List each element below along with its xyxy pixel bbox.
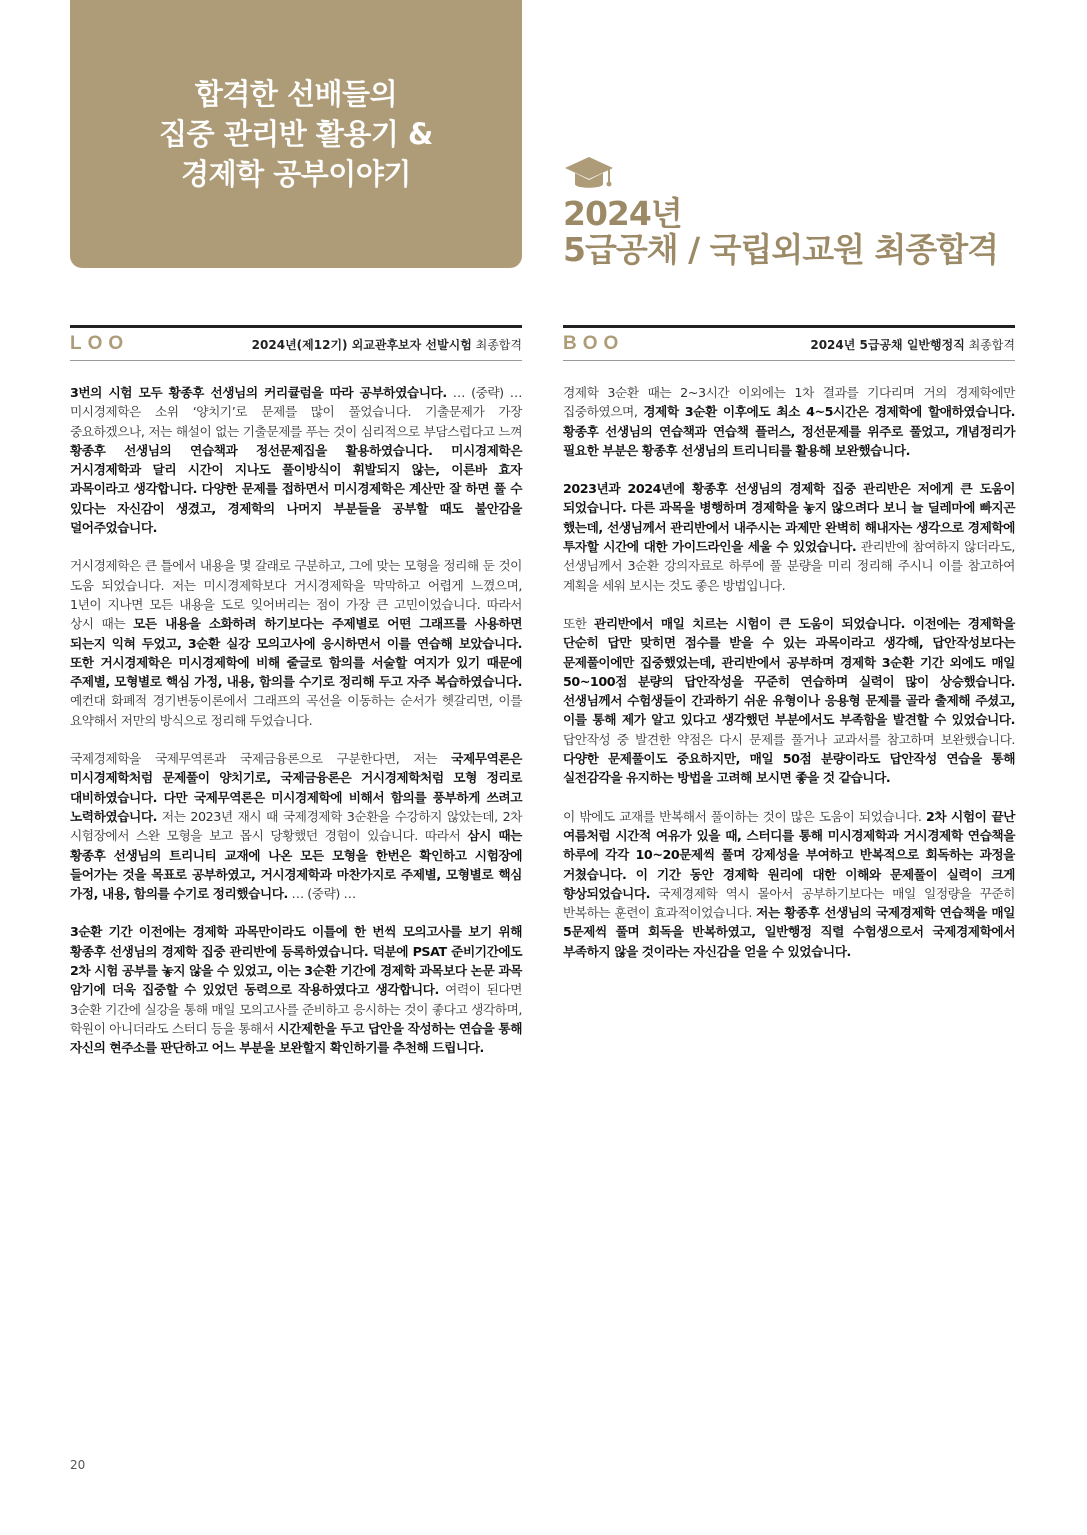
body-paragraph xyxy=(70,922,522,1057)
body-paragraph xyxy=(70,383,522,537)
emphasis-text: 경제학 3순환 이후에도 최소 4~5시간은 경제학에 할애하였습니다. 황종후 선생님의 연습책과 연습책 플러스, 정선문제를 위주로 풀었고, 개념정리가 필요한 부분은 황종후 선생님의 트리니티를 활용해 보완했습니다. xyxy=(563,404,1015,458)
emphasis-text: 모든 내용을 소화하려 하기보다는 주제별로 어떤 그래프를 사용하면 되는지 익혀 두었고, 3순환 실강 모의고사에 응시하면서 이를 연습해 보았습니다. 또한 거시경제학은 미시경제학에 비해 줄글로 함의를 서술할 여지가 있기 때문에 주제별, 모형별로 핵심 가정, 내용, 함의를 수기로 정리해 두고 자주 복습하였습니다. xyxy=(70,616,523,690)
exam-result xyxy=(252,336,522,353)
paragraph-gap xyxy=(70,537,522,556)
graduation-cap-icon xyxy=(564,155,614,193)
emphasis-text: 관리반에서 매일 치르는 시험이 큰 도움이 되었습니다. 이전에는 경제학을 단순히 답만 맞히면 점수를 받을 수 있는 과목이라고 생각해, 답안작성보다는 문제풀이에만 집중했었는데, 관리반에서 공부하며 경제학 3순환 기간 외에도 매일 50~100점 분량의 답안작성을 꾸준히 연습하며 실력이 많이 상승했습니다. 선생님께서 수험생들이 간과하기 쉬운 유형이나 응용형 문제를 골라 출제해 주셨고, 이를 통해 제가 알고 있다고 생각했던 부분에서도 부족함을 발견할 수 있었습니다. xyxy=(563,615,1015,728)
emphasis-text: 2023년과 2024년에 황종후 선생님의 경제학 집중 관리반은 저에게 큰 도움이 되었습니다. 다른 과목을 병행하며 경제학을 놓지 않으려다 보니 늘 딜레마에 빠지곤 했는데, 선생님께서 관리반에서 내주시는 과제만 완벽히 해내자는 생각으로 경제학에 투자할 시간에 대한 가이드라인을 세울 수 있었습니다. xyxy=(563,481,1015,555)
body-paragraph xyxy=(563,807,1015,961)
body-text: 거시경제학은 큰 틀에서 내용을 몇 갈래로 구분하고, 그에 맞는 모형을 정리해 둔 것이 도움 되었습니다. 저는 미시경제학보다 거시경제학을 막막하고 어렵게 느꼈으며, 1년이 지나면 모든 내용을 도로 잊어버리는 점이 가장 큰 고민이었습니다. 따라서 상시 때는 xyxy=(70,558,522,632)
emphasis-text: 다양한 문제풀이도 중요하지만, 매일 50점 분량이라도 답안작성 연습을 통해 실전감각을 유지하는 방법을 고려해 보시면 좋을 것 같습니다. xyxy=(563,751,1015,786)
body-paragraph xyxy=(563,479,1015,595)
emphasis-text: 황종후 선생님의 연습책과 정선문제집을 활용하였습니다. 미시경제학은 거시경제학과 달리 시간이 지나도 풀이방식이 휘발되지 않는, 이른바 효자 과목이라고 생각합니다. 다양한 문제를 접하면서 미시경제학은 계산만 잘 하면 풀 수 있다는 자신감이 생겼고, 경제학의 나머지 부분들을 공부할 때도 불안감을 덜어주었습니다. xyxy=(70,442,522,536)
author-initials: BOO xyxy=(563,333,625,354)
author-initials: LOO xyxy=(70,333,130,354)
exam-status: 최종합격 xyxy=(475,337,522,352)
paragraph-gap xyxy=(563,788,1015,807)
column-body xyxy=(70,383,522,1058)
exam-name: 2024년 5급공채 일반행정직 xyxy=(810,337,965,352)
emphasis-text: 시간제한을 두고 답안을 작성하는 연습을 통해 자신의 현주소를 판단하고 어느 부분을 보완할지 확인하기를 추천해 드립니다. xyxy=(70,1020,522,1056)
column-body xyxy=(563,383,1015,961)
paragraph-gap xyxy=(563,460,1015,479)
paragraph-gap xyxy=(563,595,1015,614)
headline-year: 2024년 xyxy=(563,194,682,233)
body-paragraph xyxy=(563,383,1015,460)
body-text: 답안작성 중 발견한 약점은 다시 문제를 풀거나 교과서를 참고하며 보완했습니다. xyxy=(563,731,1015,747)
paragraph-gap xyxy=(70,903,522,922)
body-text: 국제경제학 역시 몰아서 공부하기보다는 매일 일정량을 꾸준히 반복하는 훈련이 효과적이었습니다. xyxy=(563,885,1015,921)
exam-status: 최종합격 xyxy=(968,337,1015,352)
body-text: 저는 2023년 재시 때 국제경제학 3순환을 수강하지 않았는데, 2차 시험장에서 스완 모형을 보고 몹시 당황했던 경험이 있습니다. 따라서 xyxy=(70,808,522,844)
exam-name: 2024년(제12기) 외교관후보자 선발시험 xyxy=(251,337,472,352)
body-text: 또한 xyxy=(563,615,595,631)
emphasis-text: 2차 시험이 끝난 여름처럼 시간적 여유가 있을 때, 스터디를 통해 미시경제학과 거시경제학 연습책을 하루에 각각 10~20문제씩 풀며 강제성을 부여하고 반복적으로 회독하는 과정을 거쳤습니다. 이 기간 동안 경제학 원리에 대한 이해와 문제풀이 실력이 크게 향상되었습니다. xyxy=(563,808,1015,901)
right-column xyxy=(563,325,1015,961)
body-text: 관리반에 참여하지 않더라도, 선생님께서 3순환 강의자료로 하루에 풀 분량을 미리 정리해 주시니 이를 참고하여 계획을 세워 보시는 것도 좋은 방법입니다. xyxy=(563,539,1015,593)
page-number: 20 xyxy=(70,1458,86,1472)
banner-title-line-2: 집중 관리반 활용기 & xyxy=(159,117,433,151)
column-header xyxy=(563,328,1015,361)
emphasis-text: 삼시 때는 황종후 선생님의 트리니티 교재에 나온 모든 모형을 한번은 확인하고 시험장에 들어가는 것을 목표로 공부하였고, 거시경제학과 마찬가지로 주제별, 모형별로 핵심 가정, 내용, 함의를 수기로 정리했습니다. xyxy=(70,828,522,902)
body-paragraph xyxy=(70,749,522,903)
column-header xyxy=(70,328,522,361)
left-column xyxy=(70,325,522,1058)
body-text: 국제경제학을 국제무역론과 국제금융론으로 구분한다면, 저는 xyxy=(70,751,452,767)
banner-title-line-1: 합격한 선배들의 xyxy=(194,77,398,111)
body-text: 예컨대 화폐적 경기변동이론에서 그래프의 곡선을 이동하는 순서가 헷갈리면, 이를 요약해서 저만의 방식으로 정리해 두었습니다. xyxy=(70,693,522,728)
emphasis-text: 국제무역론은 미시경제학처럼 문제풀이 양치기로, 국제금융론은 거시경제학처럼 모형 정리로 대비하였습니다. 다만 국제무역론은 미시경제학에 비해서 함의를 풍부하게 쓰려고 노력하였습니다. xyxy=(70,751,522,824)
headline-subtitle: 5급공채 / 국립외교원 최종합격 xyxy=(563,230,999,269)
body-paragraph xyxy=(563,614,1015,788)
emphasis-text: 저는 황종후 선생님의 국제경제학 연습책을 매일 5문제씩 풀며 회독을 반복하였고, 일반행정 직렬 수험생으로서 국제경제학에서 부족하지 않을 것이라는 자신감을 얻을 수 있었습니다. xyxy=(563,905,1015,959)
body-text: … (중략) … 미시경제학은 소위 ‘양치기’로 문제를 많이 풀었습니다. 기출문제가 가장 중요하겠으나, 저는 해설이 없는 기출문제를 푸는 것이 심리적으로 부담스럽다고 느껴 xyxy=(70,385,522,439)
paragraph-gap xyxy=(70,730,522,749)
banner-title-line-3: 경제학 공부이야기 xyxy=(181,157,411,191)
exam-result xyxy=(810,336,1015,353)
body-text: … (중략) … xyxy=(287,886,356,902)
body-text: 이 밖에도 교재를 반복해서 풀이하는 것이 많은 도움이 되었습니다. xyxy=(563,808,926,824)
body-paragraph xyxy=(70,556,522,730)
emphasis-text: 3순환 기간 이전에는 경제학 과목만이라도 이틀에 한 번씩 모의고사를 보기 위해 황종후 선생님의 경제학 집중 관리반에 등록하였습니다. 덕분에 PSAT 준비기간에도 2차 시험 공부를 놓지 않을 수 있었고, 이는 3순환 기간에 경제학 과목보다 논문 과목 암기에 더욱 집중할 수 있었던 동력으로 작용하였다고 생각합니다. xyxy=(70,924,522,998)
body-text: 경제학 3순환 때는 2~3시간 이외에는 1차 결과를 기다리며 거의 경제학에만 집중하였으며, xyxy=(563,385,1015,420)
body-text: 여력이 된다면 3순환 기간에 실강을 통해 매일 모의고사를 준비하고 응시하는 것이 좋다고 생각하며, 학원이 아니더라도 스터디 등을 통해서 xyxy=(70,982,522,1036)
title-banner xyxy=(70,0,522,268)
emphasis-text: 3번의 시험 모두 황종후 선생님의 커리큘럼을 따라 공부하였습니다. xyxy=(70,385,447,400)
